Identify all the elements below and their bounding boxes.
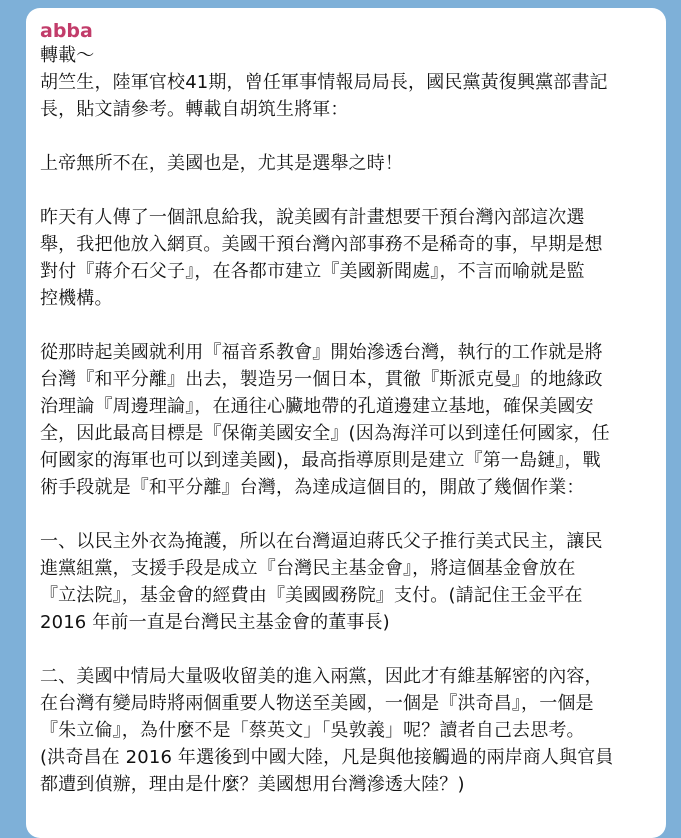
- message-line: 台灣『和平分離』出去，製造另一個日本，貫徹『斯派克曼』的地緣政: [40, 369, 603, 390]
- message-line: 術手段就是『和平分離』台灣，為達成這個目的，開啟了幾個作業：: [40, 477, 585, 498]
- message-line: 何國家的海軍也可以到達美國)，最高指導原則是建立『第一島鏈』，戰: [40, 450, 601, 471]
- message-line: 舉，我把他放入網頁。美國干預台灣內部事務不是稀奇的事，早期是想: [40, 234, 603, 255]
- message-line: 對付『蔣介石父子』，在各都市建立『美國新聞處』，不言而喻就是監: [40, 261, 585, 282]
- message-line: 轉載～: [40, 45, 95, 66]
- message-line: (洪奇昌在 2016 年選後到中國大陸，凡是與他接觸過的兩岸商人與官員: [40, 747, 614, 768]
- paragraph-spacer: [40, 177, 666, 204]
- message-line: 全，因此最高目標是『保衛美國安全』(因為海洋可以到達任何國家，任: [40, 423, 610, 444]
- message-line: 治理論『周邊理論』，在通往心臟地帶的孔道邊建立基地，確保美國安: [40, 396, 594, 417]
- message-line: 一、以民主外衣為掩護，所以在台灣逼迫蔣氏父子推行美式民主，讓民: [40, 531, 603, 552]
- message-line: 昨天有人傳了一個訊息給我，說美國有計畫想要干預台灣內部這次選: [40, 207, 585, 228]
- paragraph-spacer: [40, 636, 666, 663]
- paragraph-spacer: [40, 312, 666, 339]
- message-line: 2016 年前一直是台灣民主基金會的董事長): [40, 612, 390, 633]
- message-line: 『朱立倫』，為什麼不是「蔡英文」「吳敦義」呢？讀者自己去思考。: [40, 720, 585, 741]
- message-line: 控機構。: [40, 288, 113, 309]
- message-line: 『立法院』，基金會的經費由『美國國務院』支付。(請記住王金平在: [40, 585, 583, 606]
- message-line: 上帝無所不在，美國也是，尤其是選舉之時！: [40, 153, 403, 174]
- message-line: 二、美國中情局大量吸收留美的進入兩黨，因此才有維基解密的內容，: [40, 666, 603, 687]
- paragraph-spacer: [40, 123, 666, 150]
- message-line: 進黨組黨，支援手段是成立『台灣民主基金會』，將這個基金會放在: [40, 558, 576, 579]
- paragraph-spacer: [40, 501, 666, 528]
- message-line: 從那時起美國就利用『福音系教會』開始滲透台灣，執行的工作就是將: [40, 342, 603, 363]
- message-line: 胡竺生，陸軍官校41期，曾任軍事情報局局長，國民黨黃復興黨部書記: [40, 72, 608, 93]
- sender-name[interactable]: abba: [40, 20, 93, 42]
- message-line: 都遭到偵辦，理由是什麼？美國想用台灣滲透大陸？): [40, 774, 465, 795]
- message-line: 長，貼文請參考。轉載自胡筑生將軍：: [40, 99, 349, 120]
- message-bubble: [26, 8, 666, 838]
- message-line: 在台灣有變局時將兩個重要人物送至美國，一個是『洪奇昌』，一個是: [40, 693, 594, 714]
- message-text: [40, 42, 666, 798]
